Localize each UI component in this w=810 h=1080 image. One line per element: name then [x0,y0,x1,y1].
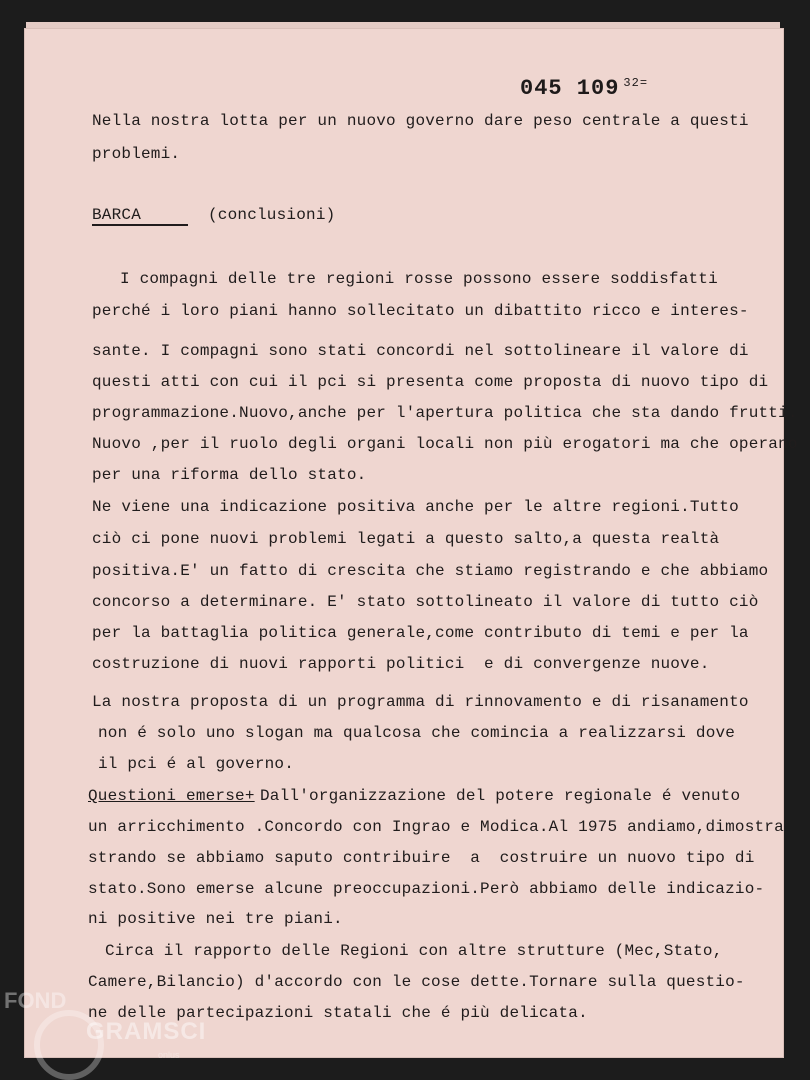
text-line: non é solo uno slogan ma qualcosa che comincia a realizzarsi dove [98,724,736,742]
text-line: problemi. [92,145,181,163]
text-line: positiva.E' un fatto di crescita che stiamo registrando e che abbiamo [92,562,769,580]
text-line: questi atti con cui il pci si presenta come proposta di nuovo tipo di [92,373,769,391]
text-line: per una riforma dello stato. [92,466,367,484]
document-number [520,76,648,101]
text-line: Dall'organizzazione del potere regionale é venuto [260,787,741,805]
text-line: stato.Sono emerse alcune preoccupazioni.Però abbiamo delle indicazio- [88,880,765,898]
text-line: Circa il rapporto delle Regioni con altre strutture (Mec,Stato, [105,942,723,960]
text-line: strando se abbiamo saputo contribuire a costruire un nuovo tipo di [88,849,755,867]
section-label: Questioni emerse+ [88,787,255,805]
text-line: Nuovo ,per il ruolo degli organi locali non più erogatori ma che operano [92,435,798,453]
document-number-suffix: 32= [623,76,649,90]
text-line: ciò ci pone nuovi problemi legati a questo salto,a questa realtà [92,530,720,548]
speaker-name: BARCA [92,206,142,224]
document-number-main: 045 109 [520,76,620,101]
text-line: ni positive nei tre piani. [88,910,343,928]
watermark-gramsci: GRAMSCI [86,1018,207,1045]
text-line: un arricchimento .Concordo con Ingrao e Modica.Al 1975 andiamo,dimostra [88,818,784,836]
text-line: concorso a determinare. E' stato sottolineato il valore di tutto ciò [92,593,759,611]
text-line: programmazione.Nuovo,anche per l'apertura politica che sta dando frutti. [92,404,798,422]
speaker-underline [92,224,188,226]
text-line: perché i loro piani hanno sollecitato un dibattito ricco e interes- [92,302,749,320]
text-line: il pci é al governo. [98,755,295,773]
text-line: Ne viene una indicazione positiva anche per le altre regioni.Tutto [92,498,739,516]
watermark-onlus: onlus [158,1050,180,1060]
text-line: ne delle partecipazioni statali che é più delicata. [88,1004,588,1022]
text-line: Nella nostra lotta per un nuovo governo dare peso centrale a questi [92,112,749,130]
text-line: I compagni delle tre regioni rosse possono essere soddisfatti [120,270,718,288]
text-line: Camere,Bilancio) d'accordo con le cose dette.Tornare sulla questio- [88,973,745,991]
text-line: sante. I compagni sono stati concordi nel sottolineare il valore di [92,342,749,360]
text-line: costruzione di nuovi rapporti politici e di convergenze nuove. [92,655,710,673]
watermark-fond: FOND [4,988,67,1013]
text-line: La nostra proposta di un programma di rinnovamento e di risanamento [92,693,749,711]
text-line: per la battaglia politica generale,come contributo di temi e per la [92,624,749,642]
section-subtitle: (conclusioni) [208,206,336,224]
